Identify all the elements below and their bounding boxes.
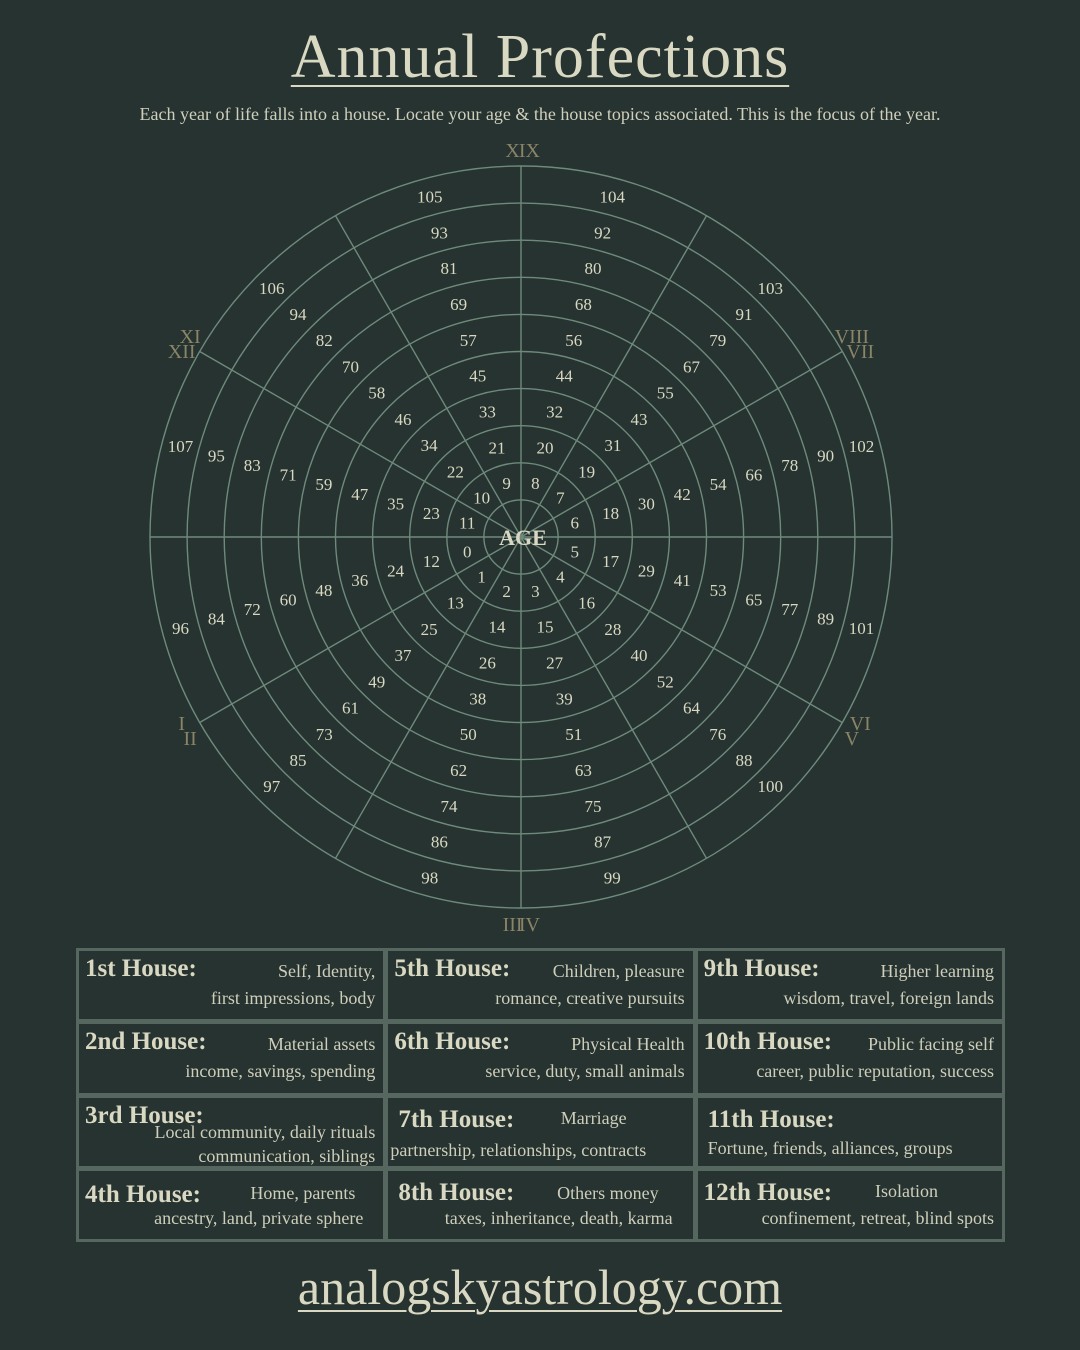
age-number: 3 — [531, 581, 540, 601]
age-number: 64 — [683, 698, 701, 718]
age-number: 41 — [673, 571, 691, 591]
age-number: 105 — [417, 187, 443, 207]
house-topics-line2: partnership, relationships, contracts — [390, 1139, 647, 1160]
age-number: 2 — [502, 581, 511, 601]
age-number: 10 — [473, 488, 491, 508]
age-number: 78 — [781, 455, 799, 475]
page-subtitle: Each year of life falls into a house. Locate your age & the house topics associated. This is the focus of the year. — [139, 104, 941, 124]
age-number: 33 — [478, 402, 496, 422]
age-number: 87 — [594, 832, 612, 852]
age-number: 88 — [735, 750, 753, 770]
age-number: 52 — [656, 672, 674, 692]
house-topics-line1: Physical Health — [571, 1034, 685, 1055]
page-title: Annual Profections — [290, 23, 790, 91]
age-number: 17 — [602, 552, 620, 572]
age-number: 44 — [555, 366, 573, 386]
age-number: 26 — [478, 653, 496, 673]
house-cell-2 — [79, 1024, 383, 1092]
age-number: 24 — [387, 561, 405, 581]
house-heading: 8th House: — [398, 1178, 515, 1206]
age-number: 12 — [422, 552, 440, 572]
house-topics-line2: taxes, inheritance, death, karma — [444, 1207, 673, 1228]
house-topics-line1: Others money — [557, 1182, 659, 1203]
house-numeral: VIII — [834, 326, 870, 349]
age-number: 23 — [422, 503, 440, 523]
age-number: 61 — [341, 698, 359, 718]
house-topics-line2: Fortune, friends, alliances, groups — [707, 1137, 953, 1158]
website-link[interactable]: analogskyastrology.com — [297, 1259, 783, 1315]
house-topics-line2: confinement, retreat, blind spots — [761, 1207, 994, 1228]
age-number: 93 — [430, 223, 448, 243]
age-number: 14 — [488, 617, 506, 637]
age-number: 15 — [536, 617, 554, 637]
age-number: 86 — [430, 832, 448, 852]
age-number: 99 — [603, 868, 621, 888]
age-number: 77 — [781, 600, 799, 620]
age-number: 55 — [656, 383, 674, 403]
house-numeral: VII — [846, 340, 875, 363]
age-number: 70 — [341, 357, 359, 377]
age-number: 101 — [848, 619, 875, 639]
age-number: 30 — [637, 494, 655, 514]
age-number: 75 — [584, 796, 602, 816]
house-cell-6 — [388, 1024, 692, 1092]
age-number: 9 — [502, 474, 511, 494]
age-number: 80 — [584, 259, 602, 279]
house-topics-line2: career, public reputation, success — [756, 1061, 994, 1082]
age-number: 85 — [289, 750, 307, 770]
house-heading: 9th House: — [703, 955, 820, 982]
house-heading: 5th House: — [394, 955, 511, 982]
house-topics-line1: Local community, daily rituals — [154, 1121, 376, 1142]
house-numeral: X — [505, 140, 520, 163]
age-number: 79 — [709, 331, 727, 351]
age-number: 84 — [207, 609, 225, 629]
age-number: 83 — [243, 455, 261, 475]
house-topics-table — [76, 948, 1005, 1242]
house-cell-8 — [388, 1171, 692, 1239]
house-topics-line1: Isolation — [875, 1180, 938, 1201]
house-topics-line1: Home, parents — [250, 1182, 356, 1203]
age-number: 39 — [555, 689, 573, 709]
age-number: 97 — [263, 777, 281, 797]
age-number: 76 — [709, 724, 727, 744]
age-number: 53 — [709, 580, 727, 600]
house-topics-line2: romance, creative pursuits — [495, 988, 685, 1008]
house-numeral: I — [178, 713, 186, 736]
age-number: 5 — [570, 542, 580, 562]
house-cell-5 — [388, 951, 692, 1019]
age-number: 27 — [546, 653, 564, 673]
age-number: 43 — [630, 409, 648, 429]
age-number: 90 — [817, 446, 835, 466]
age-number: 98 — [421, 868, 439, 888]
age-number: 57 — [459, 330, 477, 350]
age-number: 54 — [709, 475, 727, 495]
age-number: 94 — [289, 305, 307, 325]
age-number: 21 — [488, 438, 506, 458]
age-number: 28 — [604, 619, 622, 639]
age-number: 72 — [243, 600, 261, 620]
age-number: 48 — [315, 580, 333, 600]
age-number: 49 — [368, 672, 386, 692]
house-topics-line2: first impressions, body — [210, 988, 376, 1008]
age-number: 16 — [578, 593, 596, 613]
age-number: 69 — [450, 295, 468, 315]
house-numeral: XI — [179, 326, 201, 349]
house-topics-line2: communication, siblings — [198, 1145, 376, 1166]
age-number: 104 — [599, 187, 625, 207]
age-number: 82 — [315, 331, 333, 351]
age-number: 91 — [735, 305, 753, 325]
age-number: 42 — [673, 484, 691, 504]
house-numeral: IV — [518, 913, 540, 936]
age-number: 18 — [602, 503, 620, 523]
age-number: 60 — [279, 590, 297, 610]
age-number: 67 — [683, 357, 701, 377]
age-number: 95 — [207, 446, 225, 466]
house-cell-10 — [698, 1024, 1002, 1092]
house-heading: 10th House: — [703, 1028, 833, 1056]
age-number: 74 — [440, 796, 458, 816]
age-number: 73 — [315, 724, 333, 744]
age-number: 92 — [594, 223, 612, 243]
age-number: 34 — [420, 436, 438, 456]
house-cell-9 — [698, 951, 1002, 1019]
age-number: 19 — [578, 462, 596, 482]
age-number: 47 — [351, 484, 369, 504]
age-number: 102 — [848, 436, 875, 456]
age-number: 45 — [469, 366, 487, 386]
age-number: 59 — [315, 475, 333, 495]
house-topics-line2: ancestry, land, private sphere — [154, 1207, 364, 1228]
house-numeral: II — [183, 727, 197, 750]
age-number: 31 — [604, 436, 622, 456]
age-number: 38 — [469, 689, 487, 709]
house-topics-line1: Public facing self — [868, 1034, 994, 1055]
house-heading: 3rd House: — [85, 1101, 204, 1129]
age-number: 51 — [565, 725, 583, 745]
age-number: 25 — [420, 619, 438, 639]
house-numeral: XII — [167, 340, 196, 363]
house-numeral: VI — [849, 713, 871, 736]
age-number: 22 — [446, 462, 464, 482]
age-number: 13 — [446, 593, 464, 613]
age-number: 65 — [745, 590, 763, 610]
house-cell-3 — [79, 1098, 383, 1166]
age-number: 81 — [440, 259, 458, 279]
age-number: 7 — [556, 488, 565, 508]
house-cell-7 — [388, 1098, 692, 1166]
age-center-label: AGE — [499, 525, 547, 550]
age-number: 89 — [817, 609, 835, 629]
age-number: 1 — [477, 567, 486, 587]
age-number: 4 — [556, 567, 565, 587]
house-heading: 4th House: — [85, 1180, 201, 1208]
house-heading: 11th House: — [707, 1105, 835, 1133]
age-number: 100 — [757, 777, 783, 797]
house-numeral: V — [844, 727, 860, 750]
age-number: 36 — [351, 571, 369, 591]
house-heading: 2nd House: — [85, 1028, 207, 1056]
age-number: 66 — [745, 465, 763, 485]
house-heading: 7th House: — [398, 1105, 515, 1133]
age-number: 96 — [172, 619, 190, 639]
house-heading: 12th House: — [703, 1178, 833, 1206]
house-topics-line1: Children, pleasure — [552, 961, 685, 981]
house-topics-line1: Marriage — [560, 1107, 627, 1128]
age-number: 29 — [637, 561, 655, 581]
age-number: 37 — [394, 646, 412, 666]
age-number: 107 — [167, 436, 194, 456]
age-number: 46 — [394, 409, 412, 429]
house-numeral: III — [502, 913, 523, 936]
age-number: 103 — [757, 278, 783, 298]
house-topics-line1: Self, Identity, — [278, 961, 376, 981]
house-cell-4 — [79, 1171, 383, 1239]
age-number: 40 — [630, 646, 648, 666]
house-cell-12 — [698, 1171, 1002, 1239]
house-heading: 6th House: — [394, 1028, 511, 1056]
house-heading: 1st House: — [85, 955, 197, 982]
house-cell-11 — [698, 1098, 1002, 1166]
age-number: 68 — [574, 295, 592, 315]
age-number: 50 — [459, 725, 477, 745]
age-number: 35 — [387, 494, 405, 514]
house-topics-line2: income, savings, spending — [185, 1061, 376, 1082]
house-topics-line1: Material assets — [267, 1034, 376, 1055]
age-number: 11 — [459, 513, 476, 533]
age-number: 20 — [536, 438, 554, 458]
age-number: 56 — [565, 330, 583, 350]
age-number: 106 — [259, 278, 285, 298]
age-number: 32 — [546, 402, 564, 422]
age-number: 8 — [531, 474, 540, 494]
age-number: 58 — [368, 383, 386, 403]
house-numeral: IX — [518, 140, 540, 163]
house-cell-1 — [79, 951, 383, 1019]
house-topics-line2: wisdom, travel, foreign lands — [783, 988, 994, 1008]
age-number: 6 — [570, 513, 580, 533]
house-topics-line2: service, duty, small animals — [485, 1061, 685, 1082]
age-number: 63 — [574, 760, 592, 780]
age-number: 62 — [450, 760, 468, 780]
house-topics-line1: Higher learning — [880, 961, 994, 981]
age-number: 0 — [462, 542, 472, 562]
age-number: 71 — [279, 465, 297, 485]
